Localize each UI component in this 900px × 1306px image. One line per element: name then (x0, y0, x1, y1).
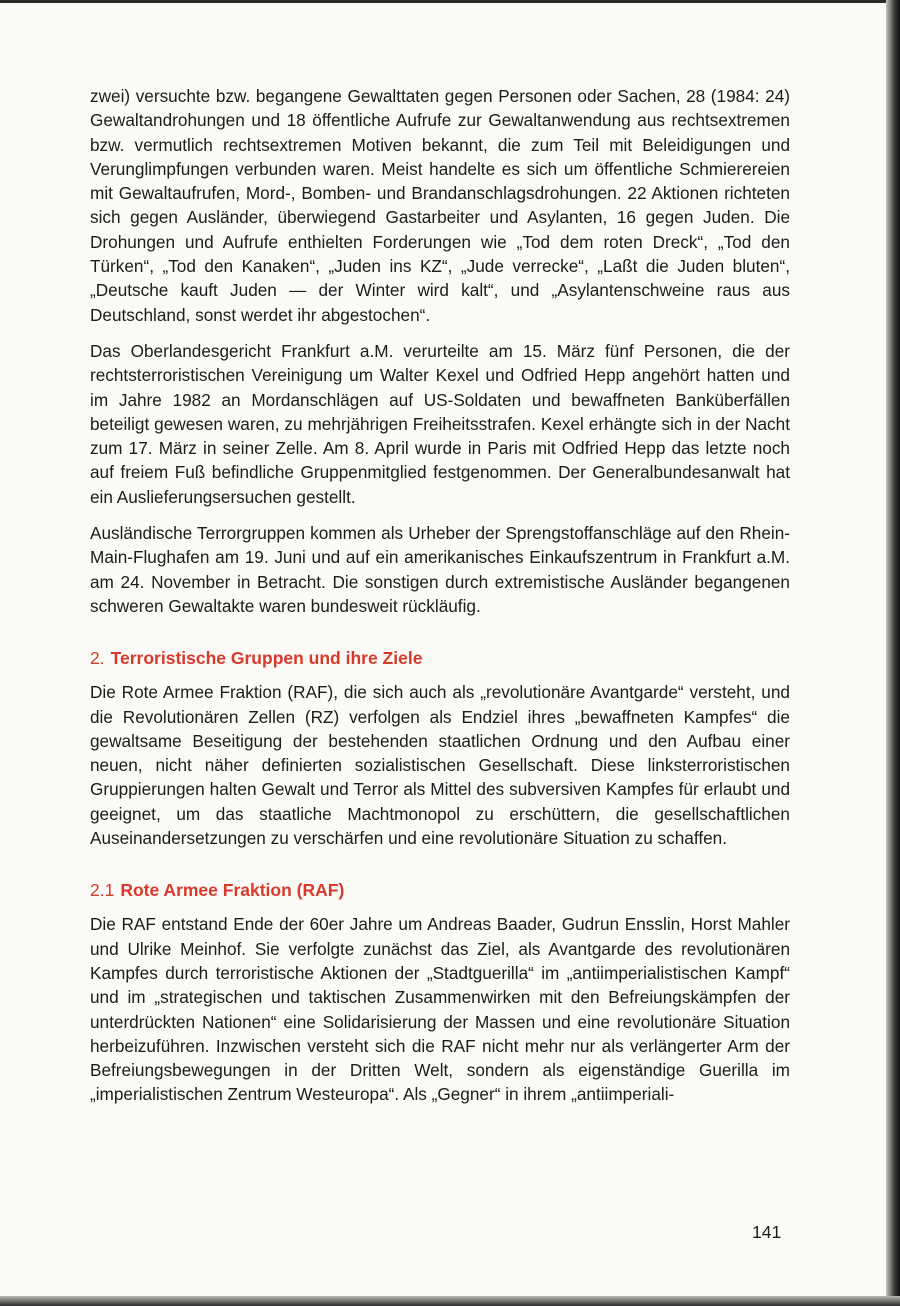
paragraph-intro-1: zwei) versuchte bzw. begangene Gewalttaten gegen Personen oder Sachen, 28 (1984: 24) Gewaltandrohungen und 18 öffentliche Aufrufe zur Gewaltanwendung aus rechtsextremen bzw. vermutlich rechtsextremen Motiven bekannt, die zum Teil mit Beleidigungen und Verunglimpfungen verbunden waren. Meist handelte es sich um öffentliche Schmierereien mit Gewaltaufrufen, Mord-, Bomben- und Brandanschlagsdrohungen. 22 Aktionen richteten sich gegen Ausländer, überwiegend Gastarbeiter und Asylanten, 16 gegen Juden. Die Drohungen und Aufrufe enthielten Forderungen wie „Tod dem roten Dreck“, „Tod den Türken“, „Tod den Kanaken“, „Juden ins KZ“, „Jude verrecke“, „Laßt die Juden bluten“, „Deutsche kauft Juden — der Winter wird kalt“, und „Asylantenschweine raus aus Deutschland, sonst werdet ihr abgestochen“. (90, 86, 790, 325)
section-2-1-number: 2.1 (90, 880, 115, 901)
section-2-1-heading (90, 878, 790, 902)
paragraph-intro-2: Das Oberlandesgericht Frankfurt a.M. verurteilte am 15. März fünf Personen, die der rechtsterroristischen Vereinigung um Walter Kexel und Odfried Hepp angehört hatten und im Jahre 1982 an Mordanschlägen auf US-Soldaten und bewaffneten Banküberfällen beteiligt gewesen waren, zu mehrjährigen Freiheitsstrafen. Kexel erhängte sich in der Nacht zum 17. März in seiner Zelle. Am 8. April wurde in Paris mit Odfried Hepp das letzte noch auf freiem Fuß befindliche Gruppenmitglied festgenommen. Der Generalbundesanwalt hat ein Auslieferungsersuchen gestellt. (90, 340, 790, 507)
section-2-paragraph: Die Rote Armee Fraktion (RAF), die sich auch als „revolutionäre Avantgarde“ versteht, und die Revolutionären Zellen (RZ) verfolgen als Endziel ihres „bewaffneten Kampfes“ die gewaltsame Beseitigung der bestehenden staatlichen Ordnung und den Aufbau einer neuen, nicht näher definierten sozialistischen Gesellschaft. Diese linksterroristischen Gruppierungen halten Gewalt und Terror als Mittel des subversiven Kampfes für erlaubt und geeignet, um das staatliche Machtmonopol zu erschüttern, die gesellschaftlichen Auseinandersetzungen zu verschärfen und eine revolutionäre Situation zu schaffen. (90, 682, 790, 849)
section-2-1-paragraph: Die RAF entstand Ende der 60er Jahre um Andreas Baader, Gudrun Ensslin, Horst Mahler und Ulrike Meinhof. Sie verfolgte zunächst das Ziel, als Avantgarde des revolutionären Kampfes durch terroristische Aktionen der „Stadtguerilla“ im „antiimperialistischen Kampf“ und im „strategischen und taktischen Zusammenwirken mit den Befreiungskämpfen der unterdrückten Nationen“ eine Solidarisierung der Massen und eine revolutionäre Situation herbeizuführen. Inzwischen versteht sich die RAF nicht mehr nur als verlängerter Arm der Befreiungsbewegungen in der Dritten Welt, sondern als eigenständige Guerilla im „imperialistischen Zentrum Westeuropa“. Als „Gegner“ in ihrem „antiimperiali- (90, 914, 790, 1105)
bottom-page-edge (0, 1296, 900, 1306)
top-edge-rule (0, 0, 886, 3)
section-2-title: Terroristische Gruppen und ihre Ziele (110, 648, 423, 669)
page-body (90, 84, 790, 1119)
section-2-1-title: Rote Armee Fraktion (RAF) (120, 880, 345, 901)
section-2-heading (90, 646, 790, 670)
section-2-number: 2. (90, 648, 105, 669)
page-number: 141 (752, 1222, 782, 1242)
paragraph-intro-3: Ausländische Terrorgruppen kommen als Urheber der Sprengstoffanschläge auf den Rhein-Main-Flughafen am 19. Juni und auf ein amerikanisches Einkaufszentrum in Frankfurt a.M. am 24. November in Betracht. Die sonstigen durch extremistische Ausländer begangenen schweren Gewaltakte waren bundesweit rückläufig. (90, 523, 790, 616)
book-spine-edge (886, 0, 900, 1306)
